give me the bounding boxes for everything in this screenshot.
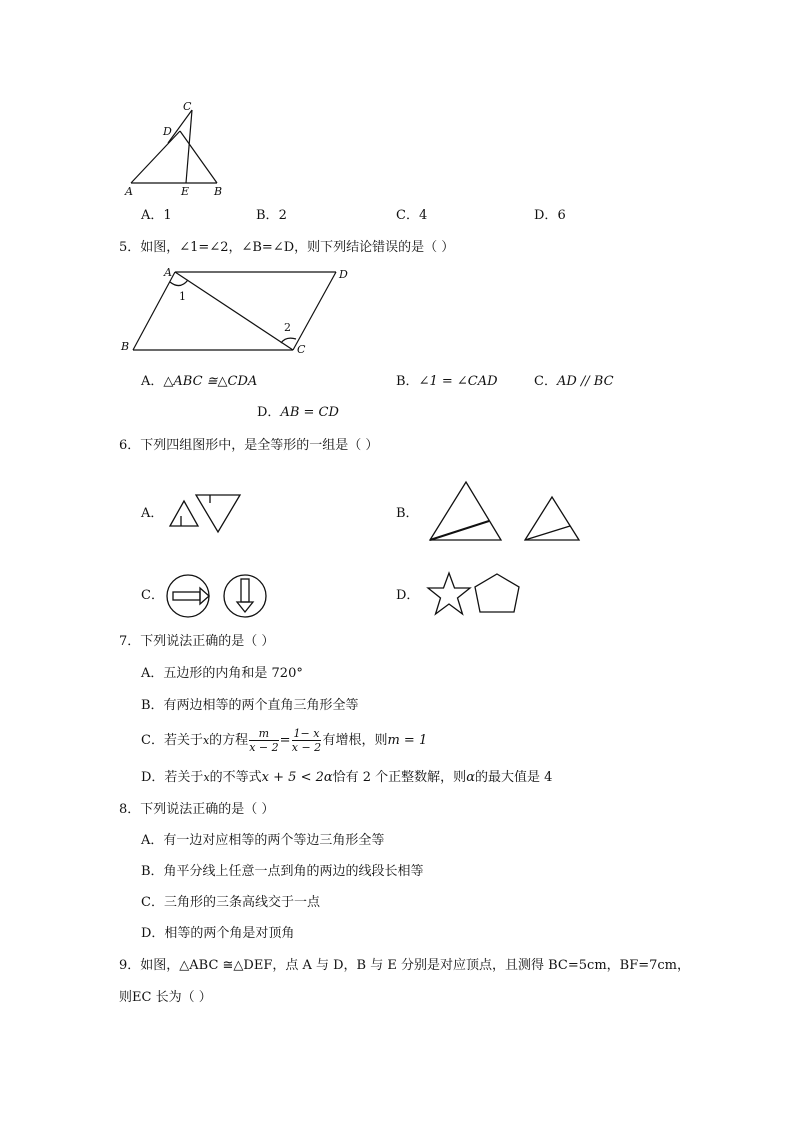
q4-option-b[interactable]: B．2: [256, 208, 287, 223]
q9-stem-line1: 9．如图，△ABC ≅△DEF，点 A 与 D，B 与 E 分别是对应顶点，且测得 BC=5cm，BF=7cm，: [119, 958, 690, 973]
q5-angle-1: 1: [179, 290, 186, 303]
q7-stem: 7．下列说法正确的是（ ）: [119, 634, 275, 649]
q6-option-c-figure: [165, 573, 275, 619]
q5-option-c[interactable]: C．AD // BC: [534, 374, 614, 389]
q7-option-d[interactable]: D．若关于x的不等式x + 5 < 2α恰有 2 个正整数解，则α的最大值是 4: [141, 770, 553, 785]
q7-option-b[interactable]: B．有两边相等的两个直角三角形全等: [141, 698, 359, 713]
q7-fraction-right: $\frac{1- x}{x - 2}$: [291, 727, 322, 754]
q4-label-d: D: [163, 125, 172, 138]
q4-label-b: B: [214, 185, 223, 198]
q6-option-c[interactable]: C．: [141, 588, 164, 603]
q8-option-b[interactable]: B．角平分线上任意一点到角的两边的线段长相等: [141, 864, 424, 879]
q4-option-c[interactable]: C．4: [396, 208, 428, 223]
q4-figure: [120, 98, 230, 198]
q4-label-a: A: [125, 185, 133, 198]
q6-option-a[interactable]: A．: [141, 506, 164, 521]
q6-option-d[interactable]: D．: [396, 588, 420, 603]
q5-label-b: B: [121, 340, 130, 353]
q6-option-b[interactable]: B．: [396, 506, 419, 521]
q5-label-c: C: [297, 343, 306, 356]
q5-option-b[interactable]: B．∠1 = ∠CAD: [396, 374, 498, 389]
q8-option-c[interactable]: C．三角形的三条高线交于一点: [141, 895, 320, 910]
q9-stem-line2: 则EC 长为（ ）: [119, 990, 212, 1005]
q6-option-b-figure: [425, 478, 585, 544]
q7-option-a[interactable]: A．五边形的内角和是 720°: [141, 666, 303, 681]
q8-stem: 8．下列说法正确的是（ ）: [119, 802, 275, 817]
q8-option-d[interactable]: D．相等的两个角是对顶角: [141, 926, 295, 941]
q7-fraction-left: $\frac{m}{x - 2}$: [249, 727, 279, 754]
q6-option-a-figure: [165, 493, 245, 533]
q5-label-d: D: [339, 268, 348, 281]
q5-figure: [120, 262, 360, 362]
q5-option-a[interactable]: A．△ABC ≅△CDA: [141, 374, 258, 389]
q5-angle-2: 2: [284, 321, 291, 334]
q6-option-d-figure: [422, 570, 526, 620]
q8-option-a[interactable]: A．有一边对应相等的两个等边三角形全等: [141, 833, 385, 848]
q7-option-c[interactable]: C．若关于x的方程 $\frac{m}{x - 2}$ = $\frac{1- x}{x - 2}$ 有增根，则m = 1: [141, 727, 428, 754]
q5-option-d[interactable]: D．AB = CD: [257, 405, 339, 420]
q5-label-a: A: [164, 266, 172, 279]
q4-label-e: E: [181, 185, 190, 198]
q4-option-a[interactable]: A．1: [141, 208, 172, 223]
q6-stem: 6．下列四组图形中，是全等形的一组是（ ）: [119, 438, 379, 453]
q4-label-c: C: [183, 100, 192, 113]
q5-stem: 5．如图，∠1=∠2，∠B=∠D，则下列结论错误的是（ ）: [119, 240, 455, 255]
q4-option-d[interactable]: D．6: [534, 208, 566, 223]
